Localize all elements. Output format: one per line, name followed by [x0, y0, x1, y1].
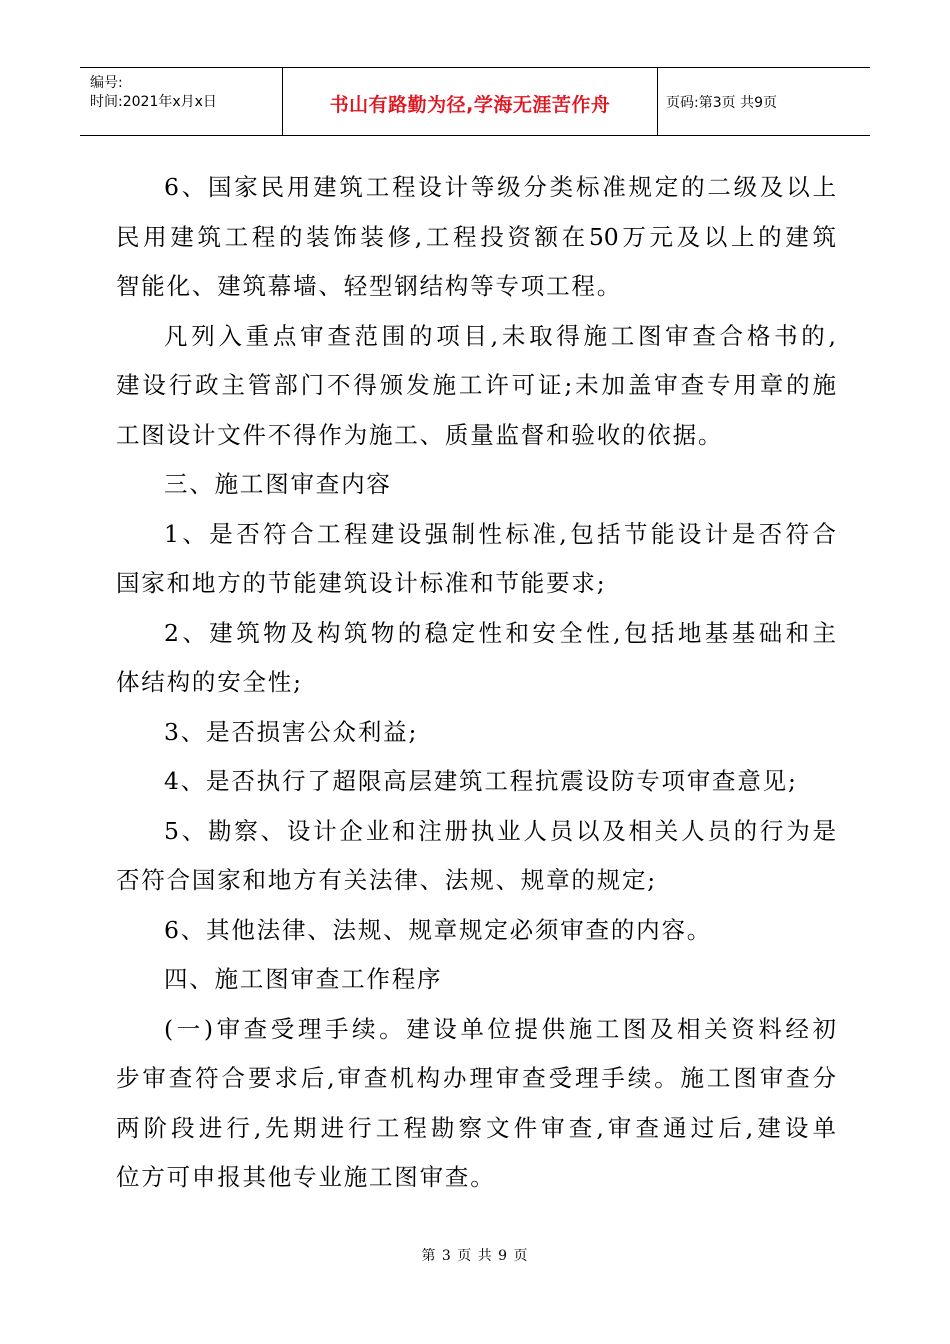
- paragraph: [116, 510, 836, 609]
- header-motto: 书山有路勤为径,学海无涯苦作舟: [329, 94, 611, 116]
- text-line: 凡列入重点审查范围的项目,未取得施工图审查合格书的,: [164, 321, 836, 350]
- text-line: 四、施工图审查工作程序: [164, 965, 443, 993]
- text-line: 6、其他法律、法规、规章规定必须审查的内容。: [164, 915, 713, 944]
- text-line: 建设行政主管部门不得颁发施工许可证;未加盖审查专用章的施: [116, 371, 836, 399]
- text-line: 6、国家民用建筑工程设计等级分类标准规定的二级及以上: [164, 173, 836, 201]
- text-line: 2、建筑物及构筑物的稳定性和安全性,包括地基基础和主: [164, 618, 836, 647]
- text-line: 三、施工图审查内容: [164, 470, 392, 498]
- page-header: [80, 67, 870, 136]
- document-body: [116, 163, 836, 1203]
- text-line: 否符合国家和地方有关法律、法规、规章的规定;: [116, 866, 658, 894]
- document-time-label: 时间:2021年x月x日: [90, 94, 217, 110]
- header-motto-cell: [283, 68, 658, 135]
- text-line: 两阶段进行,先期进行工程勘察文件审查,审查通过后,建设单: [116, 1113, 836, 1142]
- paragraph: [116, 708, 836, 758]
- page-footer: [0, 1245, 950, 1265]
- text-line: 1、是否符合工程建设强制性标准,包括节能设计是否符合: [164, 519, 836, 548]
- document-number-label: 编号:: [90, 75, 123, 91]
- header-page-code: 页码:第3页 共9页: [666, 94, 777, 111]
- paragraph: [116, 807, 836, 906]
- paragraph: [116, 163, 836, 312]
- text-line: 国家和地方的节能建筑设计标准和节能要求;: [116, 569, 607, 597]
- section-heading: [116, 460, 836, 510]
- paragraph: [116, 906, 836, 956]
- header-meta-cell: [80, 68, 283, 135]
- text-line: (一)审查受理手续。建设单位提供施工图及相关资料经初: [164, 1014, 836, 1043]
- text-line: 步审查符合要求后,审查机构办理审查受理手续。施工图审查分: [116, 1064, 836, 1092]
- text-line: 体结构的安全性;: [116, 668, 303, 696]
- text-line: 4、是否执行了超限高层建筑工程抗震设防专项审查意见;: [164, 767, 798, 795]
- text-line: 工图设计文件不得作为施工、质量监督和验收的依据。: [116, 420, 724, 449]
- paragraph: [116, 609, 836, 708]
- text-line: 民用建筑工程的装饰装修,工程投资额在50万元及以上的建筑: [116, 222, 836, 251]
- paragraph: [116, 1005, 836, 1203]
- header-page-cell: [658, 68, 870, 135]
- footer-page-number: 第 3 页 共 9 页: [421, 1248, 529, 1264]
- paragraph: [116, 757, 836, 807]
- text-line: 智能化、建筑幕墙、轻型钢结构等专项工程。: [116, 272, 622, 300]
- paragraph: [116, 312, 836, 461]
- text-line: 位方可申报其他专业施工图审查。: [116, 1163, 496, 1191]
- text-line: 3、是否损害公众利益;: [164, 717, 419, 746]
- text-line: 5、勘察、设计企业和注册执业人员以及相关人员的行为是: [164, 816, 836, 845]
- section-heading: [116, 955, 836, 1005]
